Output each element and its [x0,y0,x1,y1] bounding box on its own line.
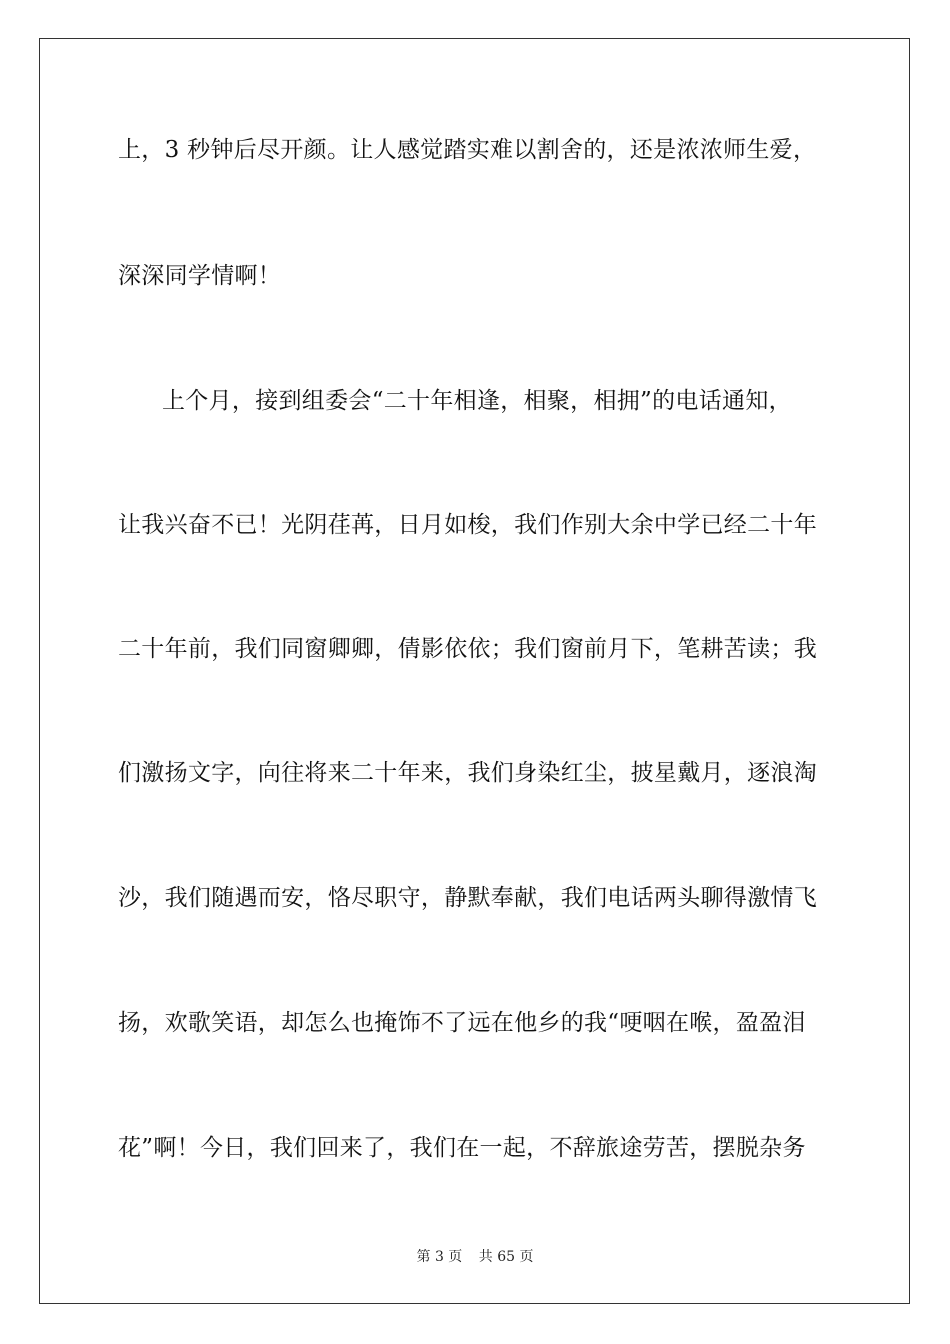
paragraph-first-line: 上个月，接到组委会“二十年相逢，相聚，相拥”的电话通知， [162,388,792,414]
page-total: 共 65 页 [478,1249,534,1265]
text-line: 让我兴奋不已！光阴荏苒，日月如梭，我们作别大余中学已经二十年 [118,512,817,538]
text-line: 二十年前，我们同窗卿卿，倩影依依；我们窗前月下，笔耕苦读；我 [118,636,817,662]
text-line: 花”啊！今日，我们回来了，我们在一起，不辞旅途劳苦，摆脱杂务 [118,1135,806,1161]
text-line: 们激扬文字，向往将来二十年来，我们身染红尘，披星戴月，逐浪淘 [118,760,817,786]
text-line: 上，3 秒钟后尽开颜。让人感觉踏实难以割舍的，还是浓浓师生爱， [118,137,817,163]
text-line: 沙，我们随遇而安，恪尽职守，静默奉献，我们电话两头聊得激情飞 [118,885,817,911]
page-footer [0,1248,950,1266]
page-border [39,38,910,1304]
text-line: 深深同学情啊！ [118,263,282,289]
page-number: 第 3 页 [416,1249,463,1265]
text-line: 扬，欢歌笑语，却怎么也掩饰不了远在他乡的我“哽咽在喉，盈盈泪 [118,1010,806,1036]
